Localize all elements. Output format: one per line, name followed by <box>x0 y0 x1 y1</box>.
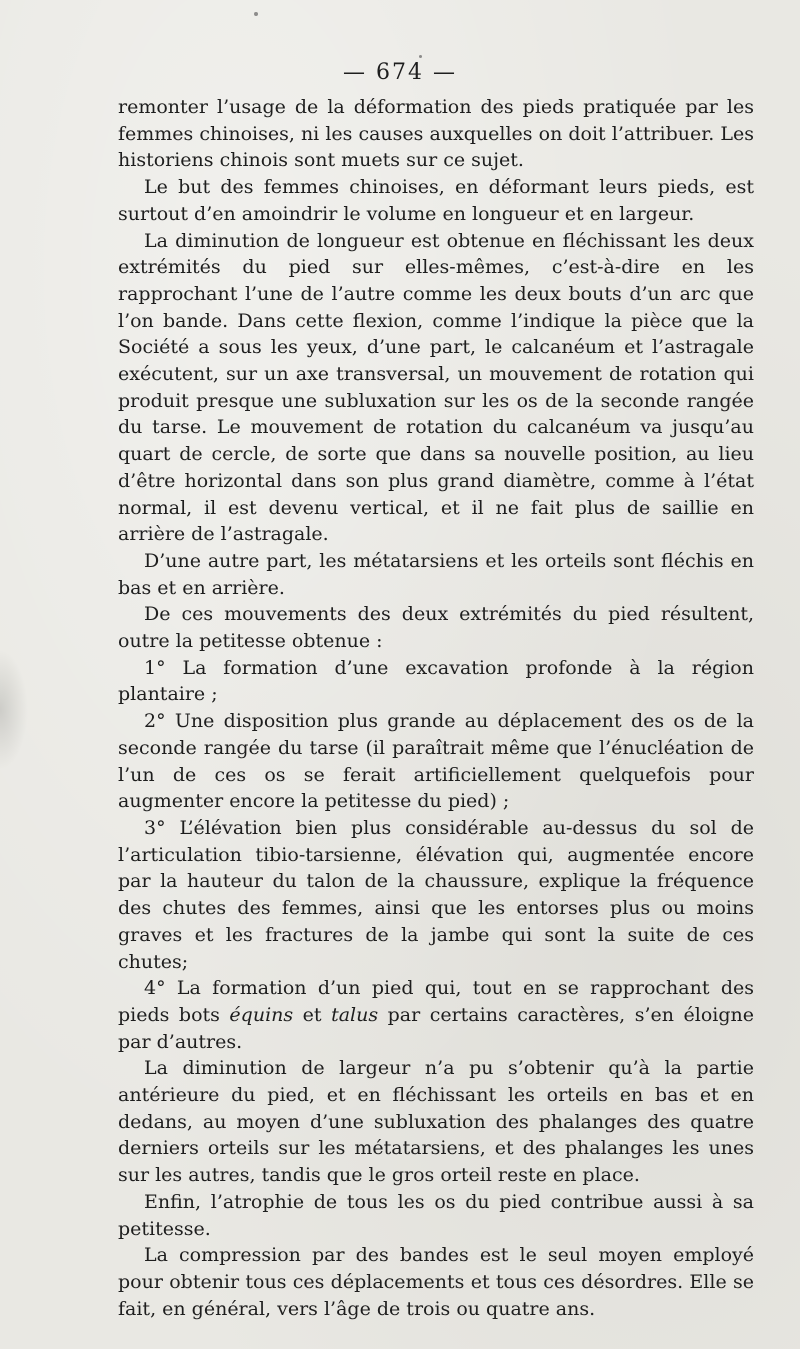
paragraph <box>118 815 754 975</box>
text-run: La diminution de longueur est obtenue en fléchissant les deux extrémités du pied sur elles-mêmes, c’est-à-dire en les rapprochant l’une de l’autre comme les deux bouts d’un arc que l’on bande. Dans cette flexion, comme l’indique la pièce que la Société a sous les yeux, d’une part, le calcanéum et l’astragale exécutent, sur un axe transversal, un mouvement de rotation qui produit presque une subluxation sur les os de la seconde rangée du tarse. Le mouvement de rotation du calcanéum va jusqu’au quart de cercle, de sorte que dans sa nouvelle position, au lieu d’être horizontal dans son plus grand diamètre, comme à l’état normal, il est devenu vertical, et il ne fait plus de saillie en arrière de l’astragale. <box>118 229 754 546</box>
text-run: De ces mouvements des deux extrémités du pied résultent, outre la petitesse obtenue : <box>118 603 754 653</box>
text-run: par certains caractères, s’en éloigne par d’autres. <box>118 1003 754 1053</box>
text-run: 4° La formation d’un pied qui, tout en se rapprochant des pieds bots <box>118 977 754 1026</box>
ink-speck <box>419 55 422 58</box>
paragraph <box>118 708 754 815</box>
paragraph <box>118 1189 754 1242</box>
text-run: 3° L’élévation bien plus considérable au-dessus du sol de l’articulation tibio-tarsienne, élévation qui, augmentée encore par la hauteur du talon de la chaussure, explique la fréquence des chutes des femmes, ainsi que les entorses plus ou moins graves et les fractures de la jambe qui sont la suite de ces chutes; <box>118 816 754 973</box>
text-run: La compression par des bandes est le seul moyen employé pour obtenir tous ces déplacements et tous ces désordres. Elle se fait, en général, vers l’âge de trois ou quatre ans. <box>118 1244 754 1320</box>
body-text <box>118 94 754 1322</box>
paragraph <box>118 228 754 548</box>
text-run: 1° La formation d’une excavation profonde à la région plantaire ; <box>118 656 754 706</box>
paragraph <box>118 975 754 1055</box>
paragraph <box>118 655 754 708</box>
italic-term: équins <box>229 1003 294 1026</box>
paragraph <box>118 1242 754 1322</box>
page-number: — 674 — <box>343 60 457 85</box>
paragraph <box>118 94 754 174</box>
text-run: 2° Une disposition plus grande au déplacement des os de la seconde rangée du tarse (il paraîtrait même que l’énucléation de l’un de ces os se ferait artificiellement quelquefois pour augmenter encore la petitesse du pied) ; <box>118 710 754 813</box>
paragraph <box>118 1055 754 1189</box>
paragraph <box>118 548 754 601</box>
text-run: remonter l’usage de la déformation des pieds pratiquée par les femmes chinoises, ni les causes auxquelles on doit l’attribuer. Les historiens chinois sont muets sur ce sujet. <box>118 96 754 172</box>
text-run: Le but des femmes chinoises, en déformant leurs pieds, est surtout d’en amoindrir le volume en longueur et en largeur. <box>118 176 754 225</box>
ink-speck <box>254 12 258 16</box>
italic-term: talus <box>331 1003 379 1026</box>
paragraph <box>118 174 754 227</box>
text-run: La diminution de largeur n’a pu s’obtenir qu’à la partie antérieure du pied, et en fléchissant les orteils en bas et en dedans, au moyen d’une subluxation des phalanges des quatre derniers orteils sur les métatarsiens, et des phalanges les unes sur les autres, tandis que le gros orteil reste en place. <box>118 1057 754 1187</box>
page-shadow <box>0 650 28 770</box>
text-run: et <box>293 1003 332 1026</box>
text-run: Enfin, l’atrophie de tous les os du pied contribue aussi à sa petitesse. <box>118 1190 754 1240</box>
paragraph <box>118 601 754 654</box>
text-run: D’une autre part, les métatarsiens et les orteils sont fléchis en bas et en arrière. <box>118 549 754 599</box>
